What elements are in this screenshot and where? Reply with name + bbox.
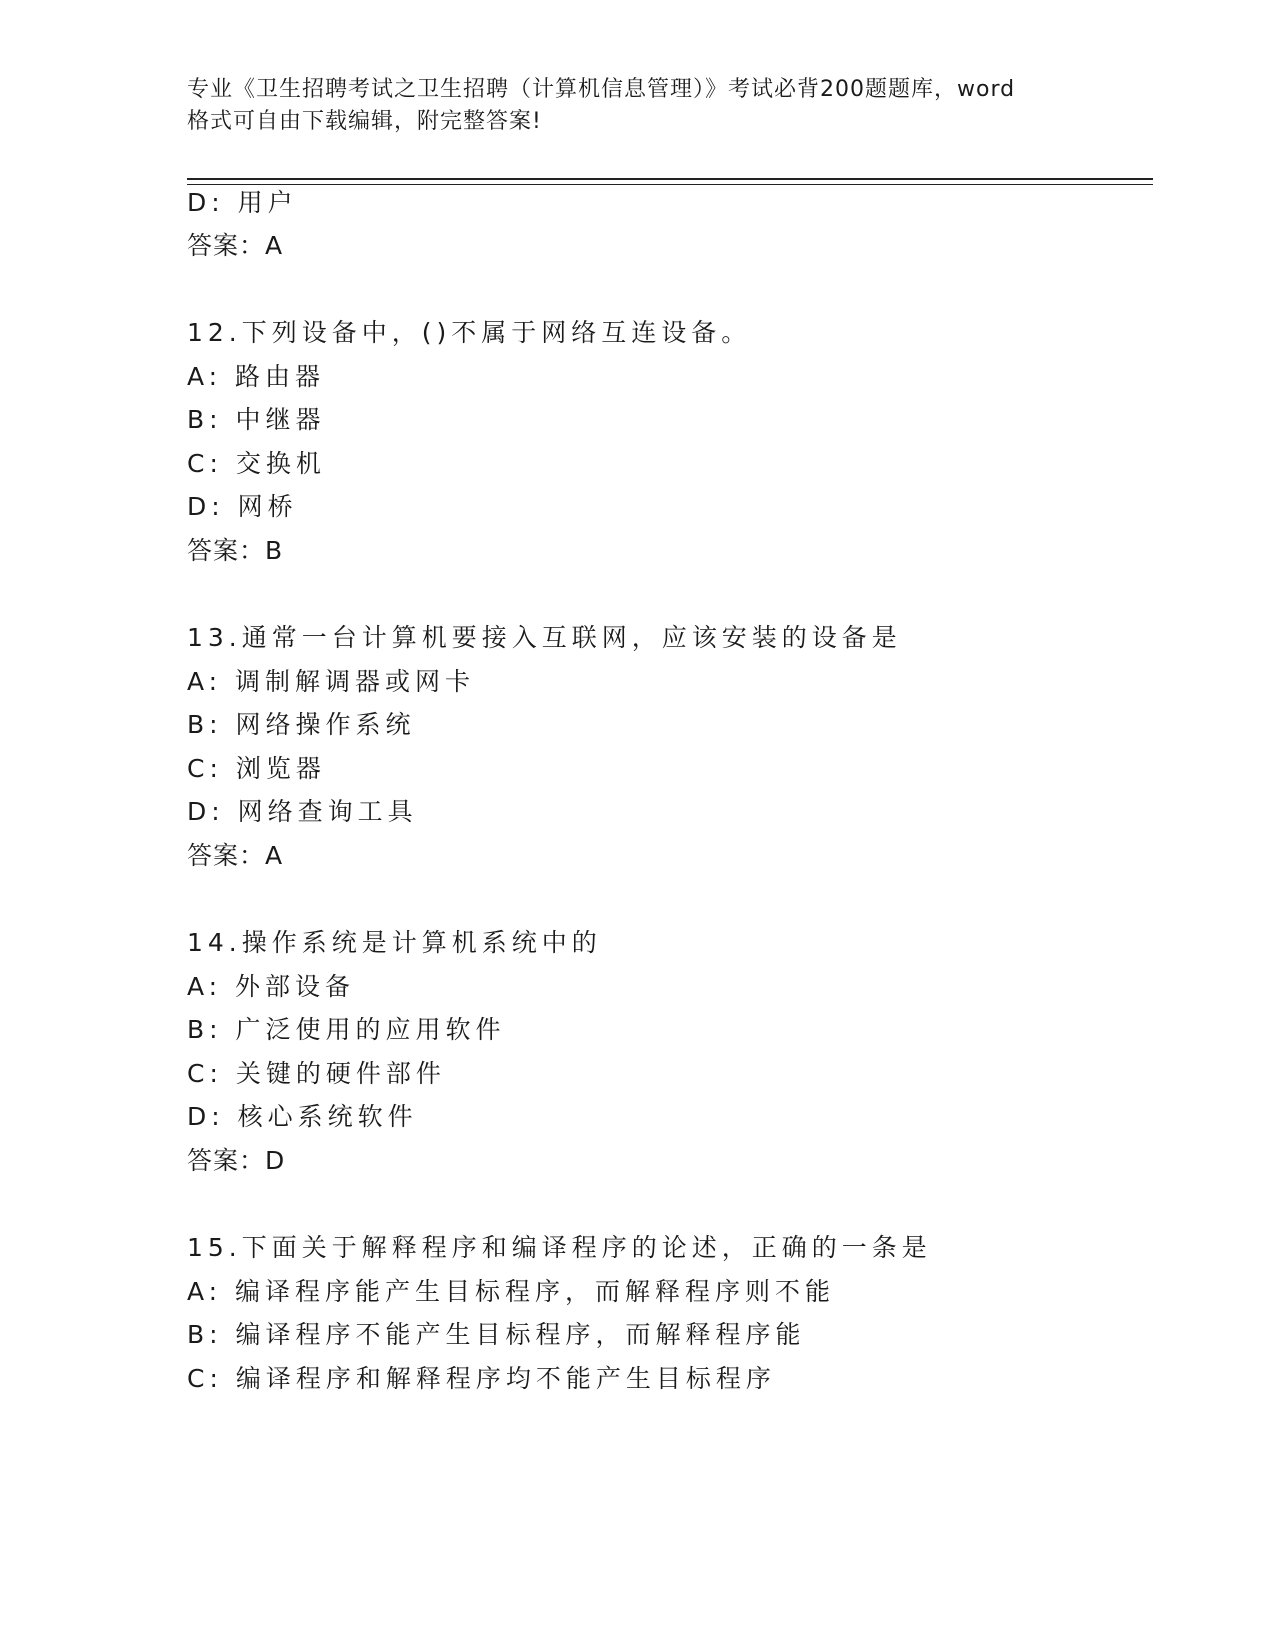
header-title-line-2: 格式可自由下载编辑，附完整答案! — [187, 109, 542, 134]
question-line: 13.通常一台计算机要接入互联网，应该安装的设备是 — [187, 623, 902, 652]
option-line: D: 网桥 — [187, 492, 298, 521]
answer-line: 答案：B — [187, 536, 284, 565]
option-line: A: 路由器 — [187, 362, 326, 391]
option-line: D: 用户 — [187, 188, 298, 217]
question-line: 15.下面关于解释程序和编译程序的论述，正确的一条是 — [187, 1233, 932, 1262]
option-line: C: 交换机 — [187, 449, 326, 478]
option-line: A: 编译程序能产生目标程序，而解释程序则不能 — [187, 1277, 836, 1306]
question-line: 12.下列设备中，()不属于网络互连设备。 — [187, 318, 752, 347]
option-line: B: 广泛使用的应用软件 — [187, 1015, 506, 1044]
option-line: B: 中继器 — [187, 405, 326, 434]
header-divider-thin — [187, 184, 1153, 185]
header-title-line-1: 专业《卫生招聘考试之卫生招聘（计算机信息管理）》考试必背200题题库，word — [187, 77, 1016, 102]
option-line: C: 浏览器 — [187, 754, 326, 783]
answer-line: 答案：D — [187, 1146, 286, 1175]
option-line: B: 网络操作系统 — [187, 710, 416, 739]
question-line: 14.操作系统是计算机系统中的 — [187, 928, 602, 957]
document-header — [187, 74, 1087, 138]
option-line: A: 外部设备 — [187, 972, 356, 1001]
option-line: C: 关键的硬件部件 — [187, 1059, 446, 1088]
header-divider-thick — [187, 178, 1153, 180]
option-line: D: 核心系统软件 — [187, 1102, 418, 1131]
answer-line: 答案：A — [187, 231, 284, 260]
option-line: C: 编译程序和解释程序均不能产生目标程序 — [187, 1364, 776, 1393]
option-line: B: 编译程序不能产生目标程序，而解释程序能 — [187, 1320, 806, 1349]
answer-line: 答案：A — [187, 841, 284, 870]
option-line: D: 网络查询工具 — [187, 797, 418, 826]
option-line: A: 调制解调器或网卡 — [187, 667, 476, 696]
